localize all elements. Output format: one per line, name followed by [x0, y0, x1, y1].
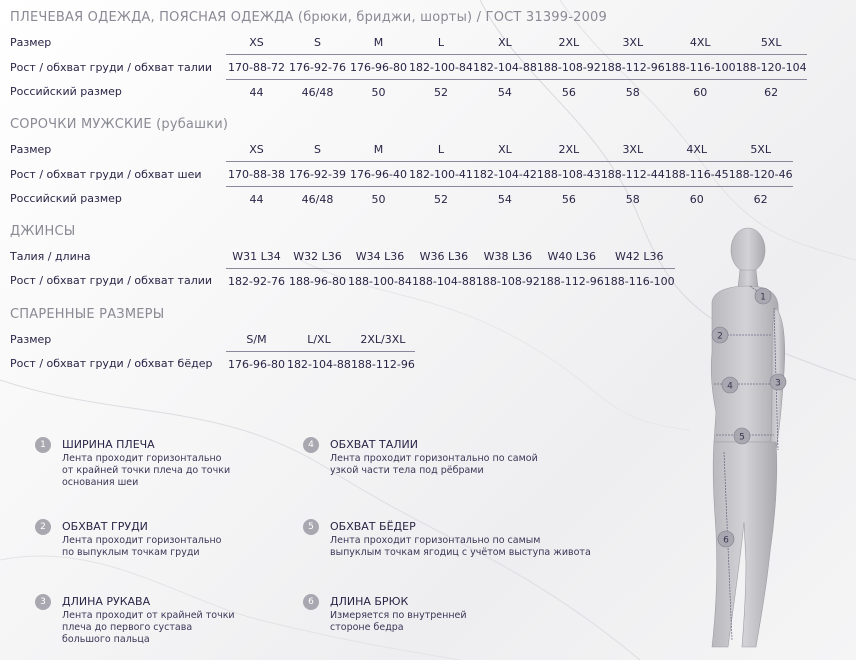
marker-1 [755, 288, 771, 304]
row-label: Размер [10, 35, 52, 49]
table-cell: L/XL [287, 327, 351, 352]
marker-5 [734, 428, 750, 444]
marker-label: 5 [739, 432, 745, 443]
table-cell: L [409, 137, 473, 162]
table-cell: XS [226, 30, 287, 55]
table-cell: 188-108-92 [475, 274, 540, 288]
table-cell: 188-104-88 [411, 274, 476, 288]
legend-title: ОБХВАТ ТАЛИИ [330, 438, 418, 451]
table-cell: 54 [497, 85, 512, 99]
row-label: Рост / обхват груди / обхват шеи [10, 167, 202, 181]
table-cell: S [287, 30, 348, 55]
table-cell: 182-100-41 [409, 162, 473, 187]
table-cell: 170-88-72 [226, 55, 287, 80]
table-cell: 5XL [736, 30, 807, 55]
legend-line: Лента проходит от крайней точки [62, 610, 235, 621]
table-cell: 176-96-80 [228, 357, 285, 371]
table-cell: 4XL [665, 30, 736, 55]
table-cell: 5XL [729, 137, 793, 162]
legend-line: стороне бедра [330, 622, 404, 633]
legend-title: ДЛИНА БРЮК [330, 595, 409, 608]
row-label: Рост / обхват груди / обхват талии [10, 274, 213, 288]
legend-line: большого пальца [62, 634, 150, 645]
marker-badge: 2 [35, 519, 51, 535]
legend-line: от крайней точки плеча до точки [62, 465, 231, 476]
table-row [10, 187, 793, 212]
marker-label: 6 [723, 535, 729, 546]
table-cell: 44 [249, 85, 264, 99]
table-cell: 60 [693, 85, 708, 99]
table-cell: XL [473, 137, 537, 162]
row-label: Российский размер [10, 85, 122, 99]
table-cell: 2XL [537, 137, 601, 162]
legend-description [62, 535, 302, 559]
table-cell: L [409, 30, 473, 55]
table-row [10, 30, 807, 55]
table-cell: 58 [625, 85, 640, 99]
row-label: Рост / обхват груди / обхват бёдер [10, 357, 213, 371]
marker-2 [712, 327, 728, 343]
legend-line: Лента проходит горизонтально по самым [330, 535, 541, 546]
table-cell: 62 [764, 85, 779, 99]
mannequin-figure [690, 222, 856, 660]
table-cell: S [287, 137, 348, 162]
row-label: Размер [10, 142, 52, 156]
table-shirts [10, 137, 793, 211]
table-cell: W34 L36 [348, 244, 412, 269]
table-cell: 52 [433, 192, 448, 206]
legend-description [330, 535, 620, 559]
marker-label: 2 [717, 331, 723, 342]
table-cell: 188-100-84 [348, 274, 412, 288]
table-cell: 188-116-45 [665, 162, 729, 187]
legend-title: ШИРИНА ПЛЕЧА [62, 438, 155, 451]
legend-title: ОБХВАТ БЁДЕР [330, 520, 416, 533]
table-cell: 188-116-100 [665, 55, 736, 80]
table-row [10, 269, 675, 294]
table-cell: M [348, 137, 409, 162]
legend-line: Лента проходит горизонтально [62, 453, 222, 464]
section-title-shirts: СОРОЧКИ МУЖСКИЕ (рубашки) [10, 117, 229, 132]
legend-line: узкой части тела под рёбрами [330, 465, 484, 476]
table-cell: W32 L36 [287, 244, 348, 269]
legend-line: плеча до первого сустава [62, 622, 193, 633]
legend-description [62, 610, 302, 646]
table-cell: 50 [371, 85, 386, 99]
marker-badge: 6 [303, 594, 319, 610]
legend-line: Лента проходит горизонтально по самой [330, 453, 538, 464]
table-cell: 176-96-80 [348, 55, 409, 80]
legend-title: ДЛИНА РУКАВА [62, 595, 151, 608]
marker-3 [770, 374, 786, 390]
table-cell: W40 L36 [540, 244, 604, 269]
table-cell: 58 [625, 192, 640, 206]
legend-line: Измеряется по внутренней [330, 610, 467, 621]
table-cell: 62 [753, 192, 768, 206]
legend-line: по выпуклым точкам груди [62, 547, 200, 558]
table-upper [10, 30, 807, 104]
marker-label: 4 [727, 381, 733, 392]
table-row [10, 327, 415, 352]
table-cell: 3XL [601, 137, 665, 162]
legend-description [330, 453, 610, 477]
legend-line: выпуклым точкам ягодиц с учётом выступа живота [330, 547, 591, 558]
table-cell: 60 [689, 192, 704, 206]
table-cell: XS [226, 137, 287, 162]
table-cell: 44 [249, 192, 264, 206]
legend-line: основания шеи [62, 477, 139, 488]
table-cell: W38 L36 [476, 244, 540, 269]
table-row [10, 244, 675, 269]
table-cell: 56 [561, 85, 576, 99]
marker-label: 3 [775, 378, 781, 389]
table-cell: 182-104-88 [473, 55, 537, 80]
legend-description [330, 610, 570, 634]
table-row [10, 80, 807, 105]
table-cell: W36 L36 [412, 244, 476, 269]
table-cell: W31 L34 [226, 244, 287, 269]
table-cell: 188-108-43 [537, 162, 601, 187]
marker-badge: 5 [303, 519, 319, 535]
table-cell: 182-92-76 [228, 274, 285, 288]
section-title-paired: СПАРЕННЫЕ РАЗМЕРЫ [10, 307, 165, 322]
table-cell: 2XL [537, 30, 601, 55]
marker-badge: 4 [303, 437, 319, 453]
table-cell: 188-112-96 [539, 274, 604, 288]
table-cell: 176-92-76 [287, 55, 348, 80]
table-row [10, 55, 807, 80]
table-cell: 176-96-40 [348, 162, 409, 187]
table-cell: 46/48 [301, 85, 334, 99]
table-paired [10, 327, 415, 376]
table-cell: 56 [561, 192, 576, 206]
table-cell: XL [473, 30, 537, 55]
table-cell: 188-112-96 [350, 357, 415, 371]
table-cell: 50 [371, 192, 386, 206]
table-cell: 176-92-39 [287, 162, 348, 187]
table-cell: 182-100-84 [409, 55, 473, 80]
section-title-jeans: ДЖИНСЫ [10, 224, 76, 239]
table-cell: 182-104-42 [473, 162, 537, 187]
table-jeans [10, 244, 675, 293]
table-cell: S/M [226, 327, 287, 352]
marker-badge: 3 [35, 594, 51, 610]
marker-badge: 1 [35, 437, 51, 453]
table-cell: 4XL [665, 137, 729, 162]
section-title-upper: ПЛЕЧЕВАЯ ОДЕЖДА, ПОЯСНАЯ ОДЕЖДА (брюки, бриджи, шорты) / ГОСТ 31399-2009 [10, 10, 608, 25]
table-cell: 170-88-38 [226, 162, 287, 187]
table-row [10, 137, 793, 162]
table-cell: 54 [497, 192, 512, 206]
table-cell: 188-120-104 [736, 55, 807, 80]
marker-4 [722, 377, 738, 393]
table-cell: 46/48 [301, 192, 334, 206]
row-label: Российский размер [10, 192, 122, 206]
legend-description [62, 453, 302, 489]
table-cell: 182-104-88 [287, 357, 351, 371]
legend-line: Лента проходит горизонтально [62, 535, 222, 546]
table-cell: 188-108-92 [537, 55, 601, 80]
table-cell: 3XL [601, 30, 665, 55]
marker-label: 1 [760, 292, 766, 303]
table-row [10, 352, 415, 377]
table-cell: 188-112-96 [601, 55, 665, 80]
table-cell: 52 [433, 85, 448, 99]
row-label: Талия / длина [10, 249, 91, 263]
marker-6 [718, 531, 734, 547]
legend-title: ОБХВАТ ГРУДИ [62, 520, 148, 533]
table-cell: 188-112-44 [601, 162, 665, 187]
table-cell: W42 L36 [604, 244, 675, 269]
table-cell: 188-96-80 [289, 274, 346, 288]
table-cell: M [348, 30, 409, 55]
row-label: Рост / обхват груди / обхват талии [10, 60, 213, 74]
table-cell: 2XL/3XL [351, 327, 415, 352]
table-cell: 188-116-100 [603, 274, 675, 288]
row-label: Размер [10, 332, 52, 346]
table-cell: 188-120-46 [729, 162, 793, 187]
table-row [10, 162, 793, 187]
